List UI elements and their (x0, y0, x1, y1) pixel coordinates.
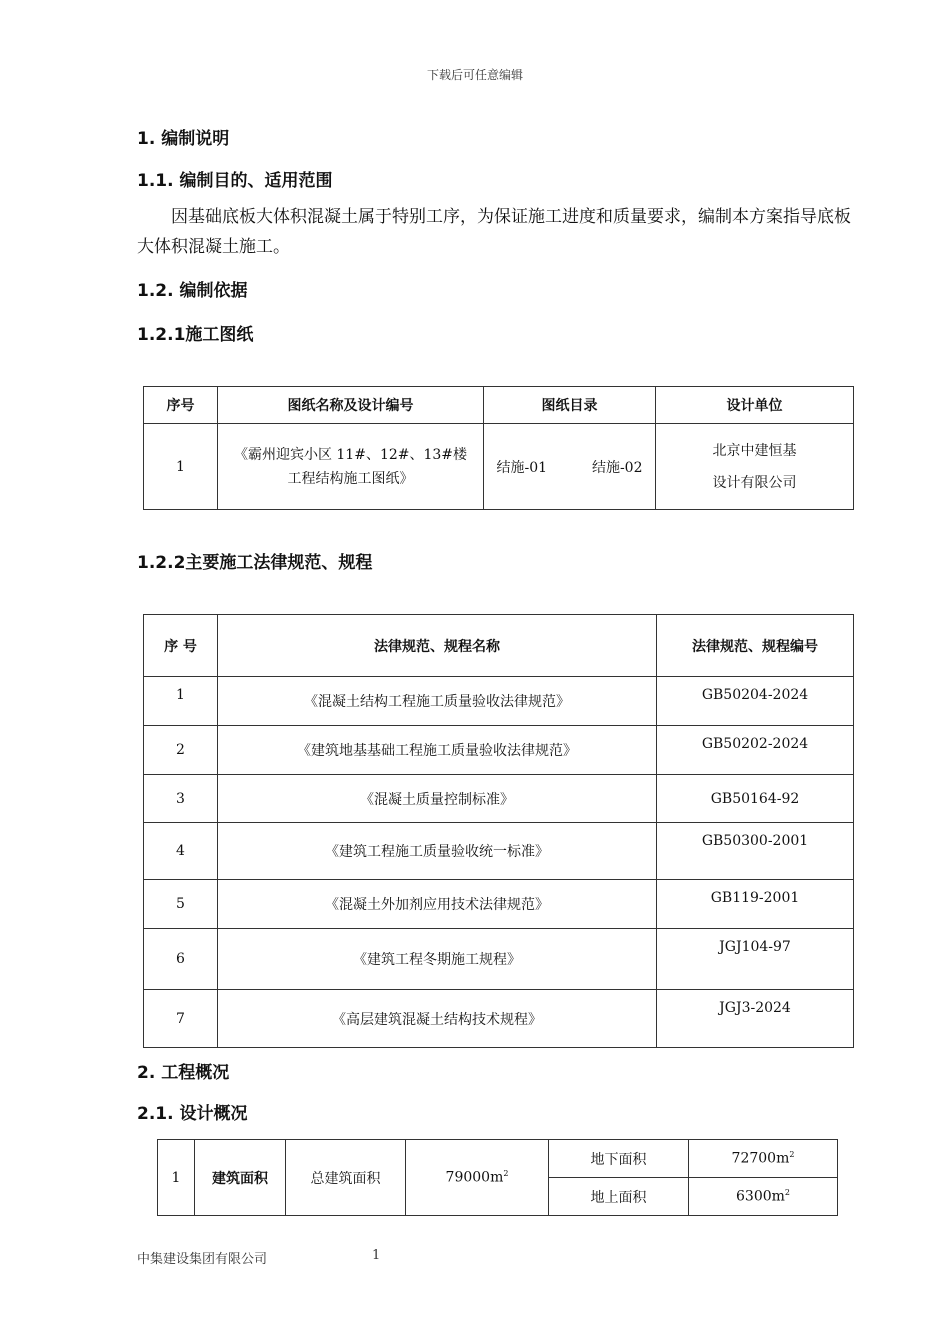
header-cell: 法律规范、规程编号 (657, 615, 854, 677)
code-name-cell: 《建筑工程冬期施工规程》 (218, 929, 657, 990)
code-name-cell: 《混凝土外加剂应用技术法律规范》 (218, 880, 657, 929)
code-number-cell: JGJ104-97 (657, 929, 854, 990)
table-header-row (144, 387, 854, 424)
header-cell: 图纸名称及设计编号 (218, 387, 484, 424)
unit-superscript: 2 (789, 1150, 795, 1160)
code-number-cell: GB50300-2001 (657, 823, 854, 880)
section-1-2-1-heading: 1.2.1施工图纸 (137, 325, 254, 345)
section-1-1-paragraph: 因基础底板大体积混凝土属于特别工序，为保证施工进度和质量要求，编制本方案指导底板大体积混凝土施工。 (137, 207, 851, 257)
total-area-label: 总建筑面积 (286, 1140, 406, 1216)
underground-area-value: 72700m (731, 1150, 790, 1167)
table-row (144, 424, 854, 510)
code-name-cell: 《建筑地基基础工程施工质量验收法律规范》 (218, 726, 657, 775)
above-ground-area-value-cell (689, 1178, 838, 1216)
row-number: 6 (144, 929, 218, 990)
header-cell: 法律规范、规程名称 (218, 615, 657, 677)
code-name-cell: 《高层建筑混凝土结构技术规程》 (218, 990, 657, 1048)
row-number: 5 (144, 880, 218, 929)
design-unit-cell (656, 424, 854, 510)
row-number: 2 (144, 726, 218, 775)
code-number-cell: GB50202-2024 (657, 726, 854, 775)
section-1-2-2-heading: 1.2.2主要施工法律规范、规程 (137, 553, 373, 573)
design-unit-line: 设计有限公司 (712, 474, 797, 491)
table-row (144, 677, 854, 726)
row-number: 1 (158, 1140, 195, 1216)
codes-table (143, 614, 854, 1048)
table-row (144, 929, 854, 990)
code-name-cell: 《建筑工程施工质量验收统一标准》 (218, 823, 657, 880)
table-header-row (144, 615, 854, 677)
above-ground-area-label: 地上面积 (549, 1178, 689, 1216)
section-2-1-heading: 2.1. 设计概况 (137, 1104, 248, 1124)
table-row (144, 726, 854, 775)
footer-page-number: 1 (372, 1248, 381, 1263)
underground-area-value-cell (689, 1140, 838, 1178)
underground-area-label: 地下面积 (549, 1140, 689, 1178)
drawing-catalog-cell (484, 424, 656, 510)
catalog-item: 结施-01 (496, 459, 548, 476)
row-number: 1 (144, 677, 218, 726)
table-row (144, 775, 854, 823)
row-number: 7 (144, 990, 218, 1048)
footer-company: 中集建设集团有限公司 (137, 1252, 268, 1267)
row-number: 4 (144, 823, 218, 880)
total-area-value: 79000m (445, 1169, 504, 1186)
row-number: 1 (144, 424, 218, 510)
above-ground-area-value: 6300m (736, 1188, 785, 1205)
row-number: 3 (144, 775, 218, 823)
section-1-2-heading: 1.2. 编制依据 (137, 281, 248, 301)
code-name-cell: 《混凝土质量控制标准》 (218, 775, 657, 823)
total-area-value-cell (406, 1140, 549, 1216)
unit-superscript: 2 (503, 1169, 509, 1179)
drawing-name-line: 《霸州迎宾小区 11#、12#、13#楼 (233, 446, 468, 463)
header-cell: 图纸目录 (484, 387, 656, 424)
design-overview-table (157, 1139, 838, 1216)
section-1-heading: 1. 编制说明 (137, 129, 230, 149)
unit-superscript: 2 (784, 1188, 790, 1198)
header-note: 下载后可任意编辑 (426, 68, 523, 82)
section-1-1-heading: 1.1. 编制目的、适用范围 (137, 171, 333, 191)
category-cell: 建筑面积 (195, 1140, 286, 1216)
table-row (144, 823, 854, 880)
drawing-name-cell (218, 424, 484, 510)
design-unit-line: 北京中建恒基 (712, 442, 797, 459)
code-number-cell: GB50164-92 (657, 775, 854, 823)
catalog-item: 结施-02 (591, 459, 643, 476)
code-number-cell: JGJ3-2024 (657, 990, 854, 1048)
code-name-cell: 《混凝土结构工程施工质量验收法律规范》 (218, 677, 657, 726)
header-cell: 序号 (144, 387, 218, 424)
drawing-name-line: 工程结构施工图纸》 (287, 470, 414, 487)
header-cell: 设计单位 (656, 387, 854, 424)
code-number-cell: GB50204-2024 (657, 677, 854, 726)
table-row (144, 990, 854, 1048)
table-row (144, 880, 854, 929)
header-cell: 序 号 (144, 615, 218, 677)
section-2-heading: 2. 工程概况 (137, 1063, 230, 1083)
table-row (158, 1140, 838, 1178)
drawings-table (143, 386, 854, 510)
code-number-cell: GB119-2001 (657, 880, 854, 929)
